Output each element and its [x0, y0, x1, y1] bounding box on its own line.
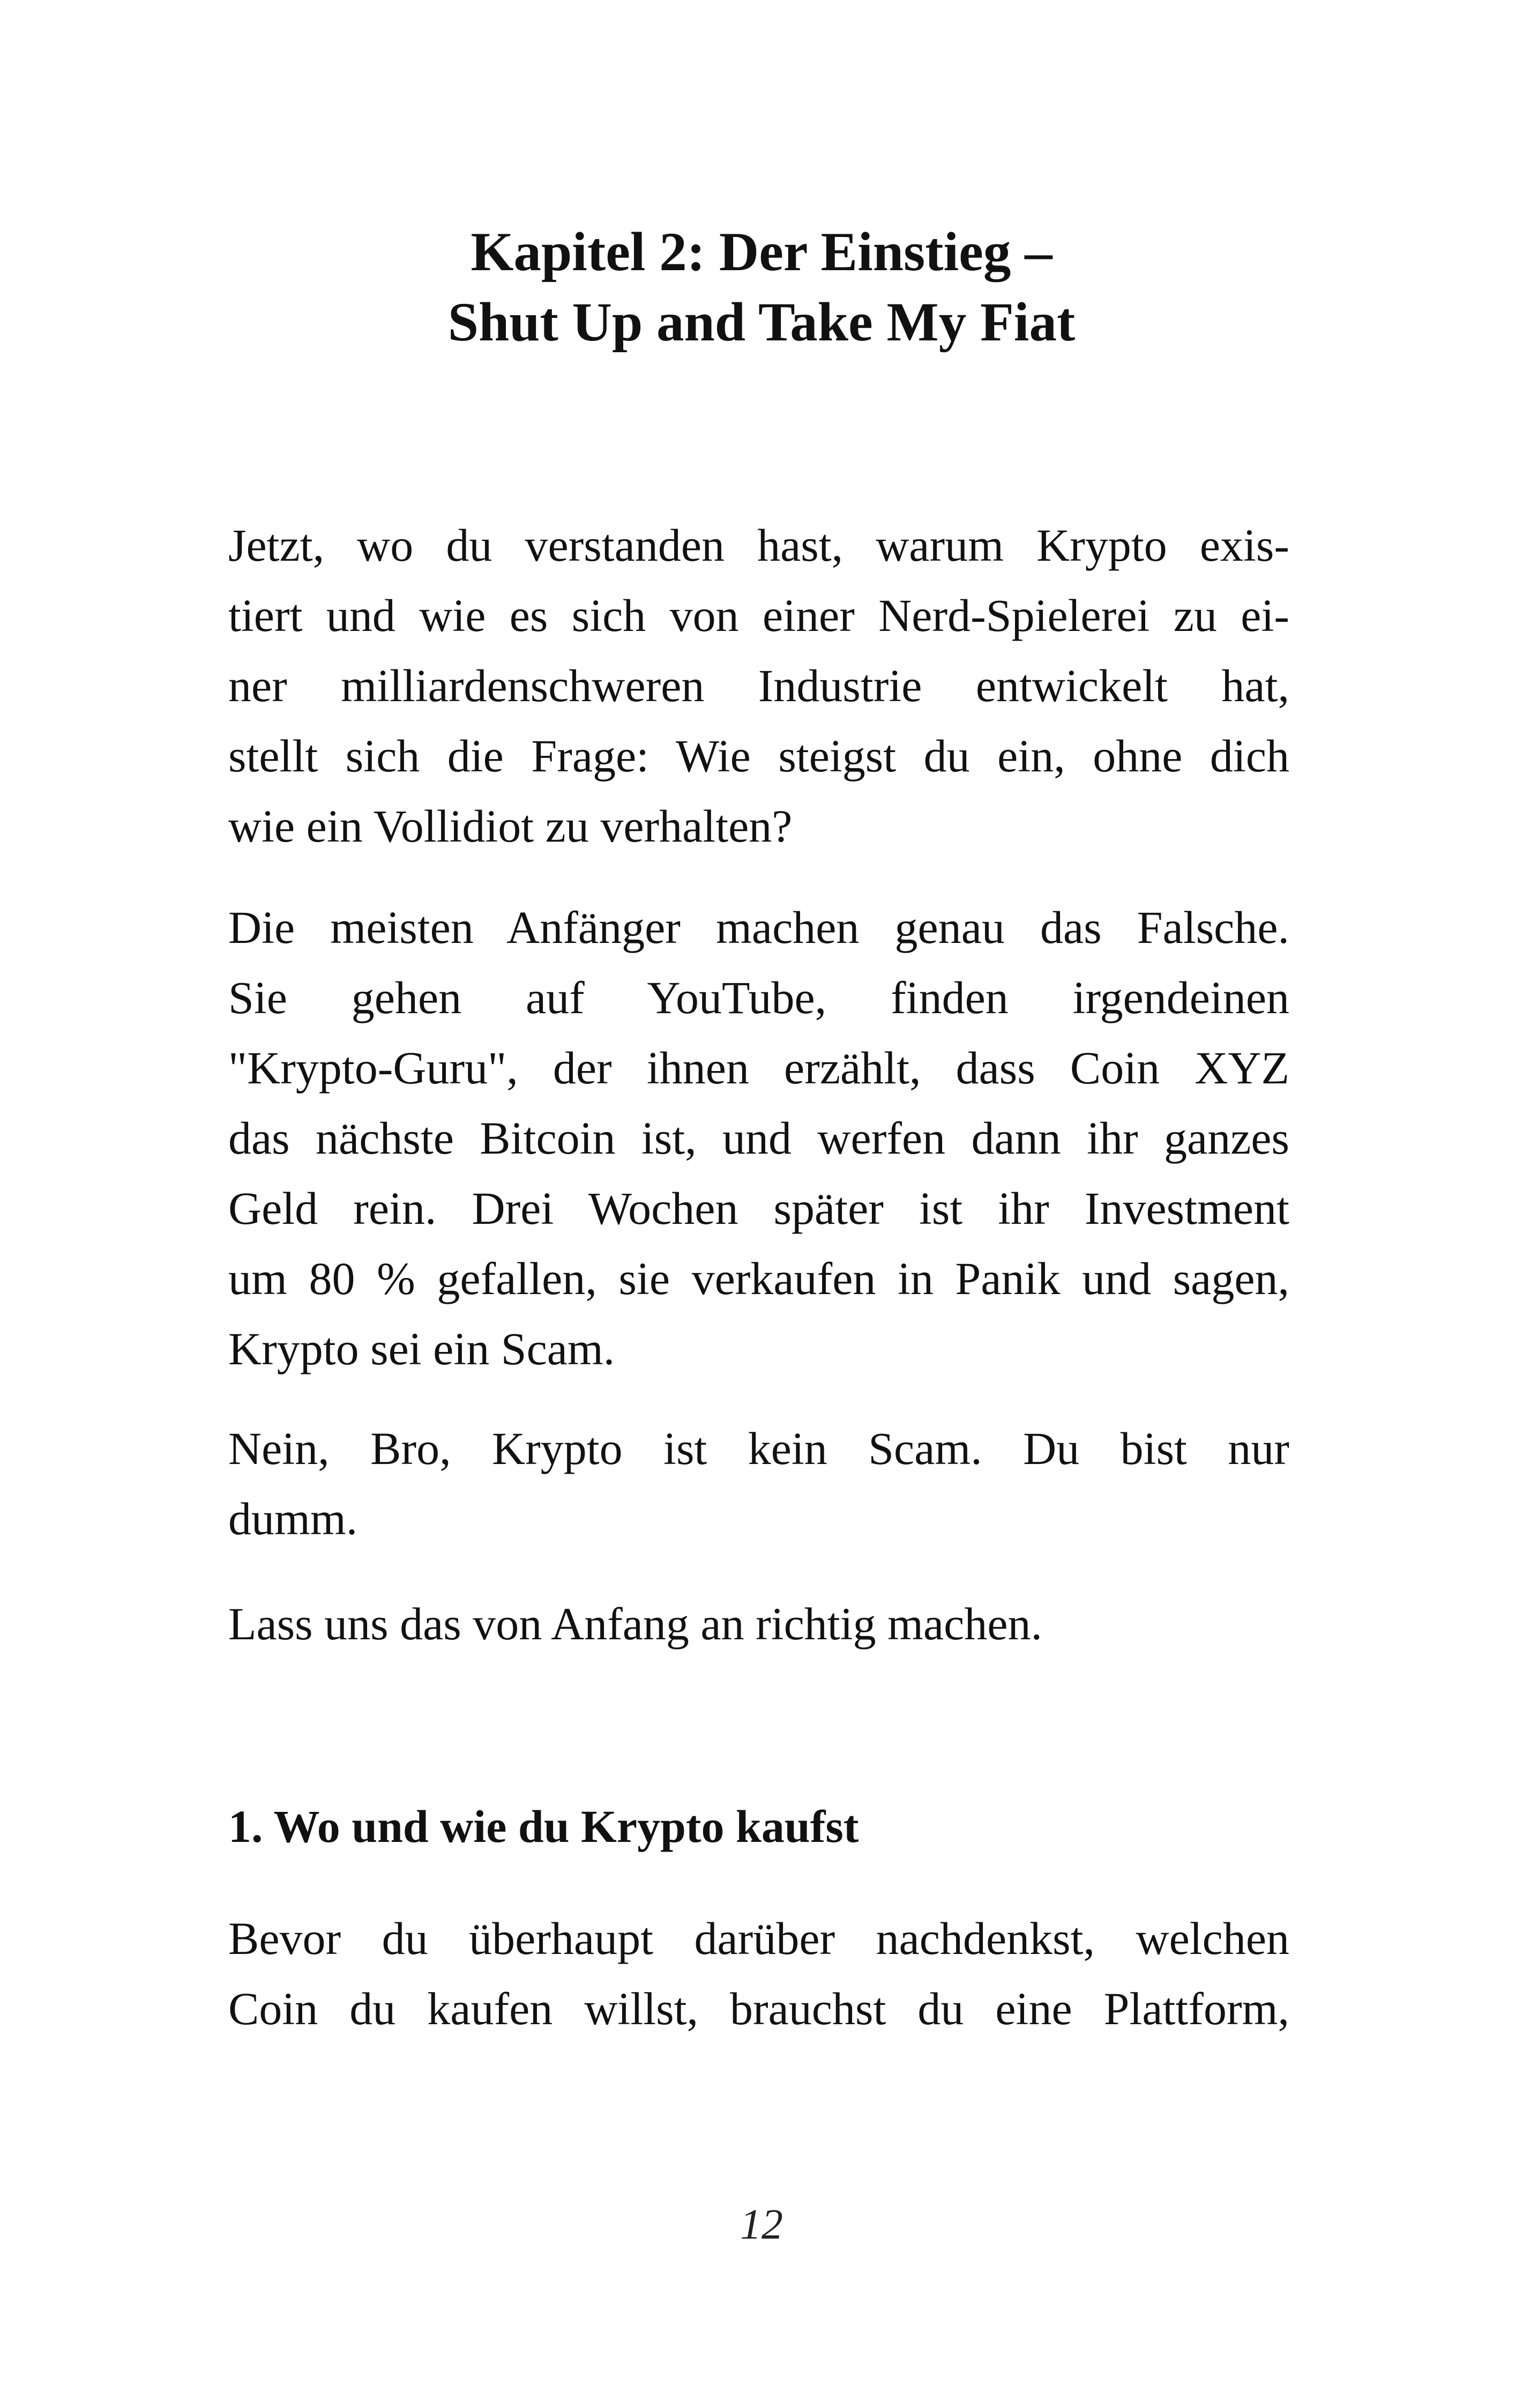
- paragraph-no-scam: [228, 1414, 1289, 1554]
- paragraph-section-intro: [228, 1904, 1289, 2044]
- text-line: ner milliardenschweren Industrie entwickelt hat,: [228, 660, 1289, 711]
- text-line: Geld rein. Drei Wochen später ist ihr Investment: [228, 1183, 1289, 1234]
- text-line: tiert und wie es sich von einer Nerd-Spielerei zu ei-: [228, 590, 1289, 641]
- text-line: um 80 % gefallen, sie verkaufen in Panik und sagen,: [228, 1253, 1289, 1304]
- paragraph-beginners: [228, 893, 1289, 1384]
- text-line: Die meisten Anfänger machen genau das Falsche.: [228, 902, 1289, 953]
- text-line: dumm.: [228, 1493, 358, 1544]
- text-line: Jetzt, wo du verstanden hast, warum Krypto exis-: [228, 519, 1289, 571]
- chapter-title-line-1: Kapitel 2: Der Einstieg –: [471, 221, 1052, 283]
- text-line: Sie gehen auf YouTube, finden irgendeinen: [228, 972, 1289, 1023]
- section-heading: 1. Wo und wie du Krypto kaufst: [228, 1801, 859, 1852]
- text-line: "Krypto-Guru", der ihnen erzählt, dass Coin XYZ: [228, 1042, 1289, 1094]
- paragraph-lets-start: [228, 1589, 1289, 1659]
- text-line: das nächste Bitcoin ist, und werfen dann ihr ganzes: [228, 1112, 1289, 1164]
- text-line: Lass uns das von Anfang an richtig machen.: [228, 1598, 1042, 1649]
- text-line: Bevor du überhaupt darüber nachdenkst, welchen: [228, 1913, 1289, 1964]
- page-number: 12: [740, 2201, 783, 2248]
- chapter-title-line-2: Shut Up and Take My Fiat: [447, 292, 1076, 353]
- text-line: wie ein Vollidiot zu verhalten?: [228, 800, 793, 852]
- chapter-title: [0, 217, 1523, 358]
- paragraph-intro: [228, 510, 1289, 861]
- text-line: Coin du kaufen willst, brauchst du eine Plattform,: [228, 1983, 1289, 2034]
- text-line: Nein, Bro, Krypto ist kein Scam. Du bist nur: [228, 1423, 1289, 1474]
- text-line: stellt sich die Frage: Wie steigst du ein, ohne dich: [228, 730, 1289, 782]
- text-line: Krypto sei ein Scam.: [228, 1323, 615, 1374]
